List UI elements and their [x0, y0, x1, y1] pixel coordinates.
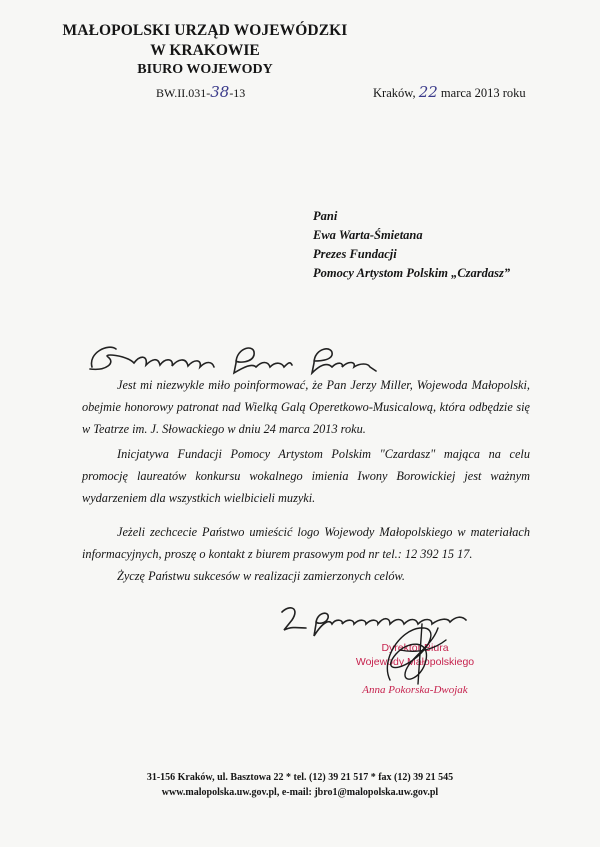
office-name: MAŁOPOLSKI URZĄD WOJEWÓDZKI [62, 22, 348, 39]
reference-number [156, 83, 245, 101]
recipient-line: Pomocy Artystom Polskim „Czardasz” [313, 266, 511, 280]
date-suffix: marca 2013 roku [437, 86, 526, 100]
stamp-office: Wojewody Małopolskiego [355, 656, 475, 668]
reference-handwritten: 38 [210, 83, 230, 101]
reference-suffix: -13 [229, 86, 246, 100]
date-day-handwritten: 22 [418, 83, 438, 101]
recipient-block [313, 207, 510, 283]
body-paragraph-4: Życzę Państwu sukcesów w realizacji zamierzonych celów. [117, 569, 405, 583]
footer-address: 31-156 Kraków, ul. Basztowa 22 * tel. (12) 39 21 517 * fax (12) 39 21 545 [146, 772, 454, 783]
office-department: BIURO WOJEWODY [137, 62, 273, 77]
signature-icon [360, 610, 455, 705]
body-paragraph-3: Jeżeli zechcecie Państwo umieścić logo Wojewody Małopolskiego w materiałach informacyjnych, proszę o kontakt z biurem prasowym pod nr tel.: 12 392 15 17. [82, 525, 530, 561]
reference-prefix: BW.II.031- [156, 86, 211, 100]
closing-text: Z poważaniem [276, 639, 282, 640]
recipient-line: Ewa Warta-Śmietana [313, 228, 423, 242]
recipient-line: Prezes Fundacji [313, 247, 397, 261]
office-city: W KRAKOWIE [150, 42, 260, 59]
recipient-line: Pani [313, 209, 338, 223]
stamp-title: Dyrektor Biura [381, 642, 449, 654]
date-line [373, 83, 526, 101]
body-paragraph-2: Inicjatywa Fundacji Pomocy Artystom Polskim "Czardasz" mająca na celu promocję laureatów konkursu wokalnego imienia Iwony Borowickiej jest ważnym wydarzeniem dla wszystkich wielbicieli muzyki. [82, 447, 530, 505]
stamp-name: Anna Pokorska-Dwojak [362, 684, 468, 696]
body-paragraph-1: Jest mi niezwykle miło poinformować, że Pan Jerzy Miller, Wojewoda Małopolski, obejmie honorowy patronat nad Wielką Galą Operetkowo-Musicalową, która odbędzie się w Teatrze im. J. Słowackiego w dniu 24 marca 2013 roku. [82, 378, 530, 436]
salutation-text: Szanowna Pani Prezes, [86, 380, 96, 381]
footer-contact: www.malopolska.uw.gov.pl, e-mail: jbro1@malopolska.uw.gov.pl [161, 787, 439, 798]
date-prefix: Kraków, [373, 86, 419, 100]
